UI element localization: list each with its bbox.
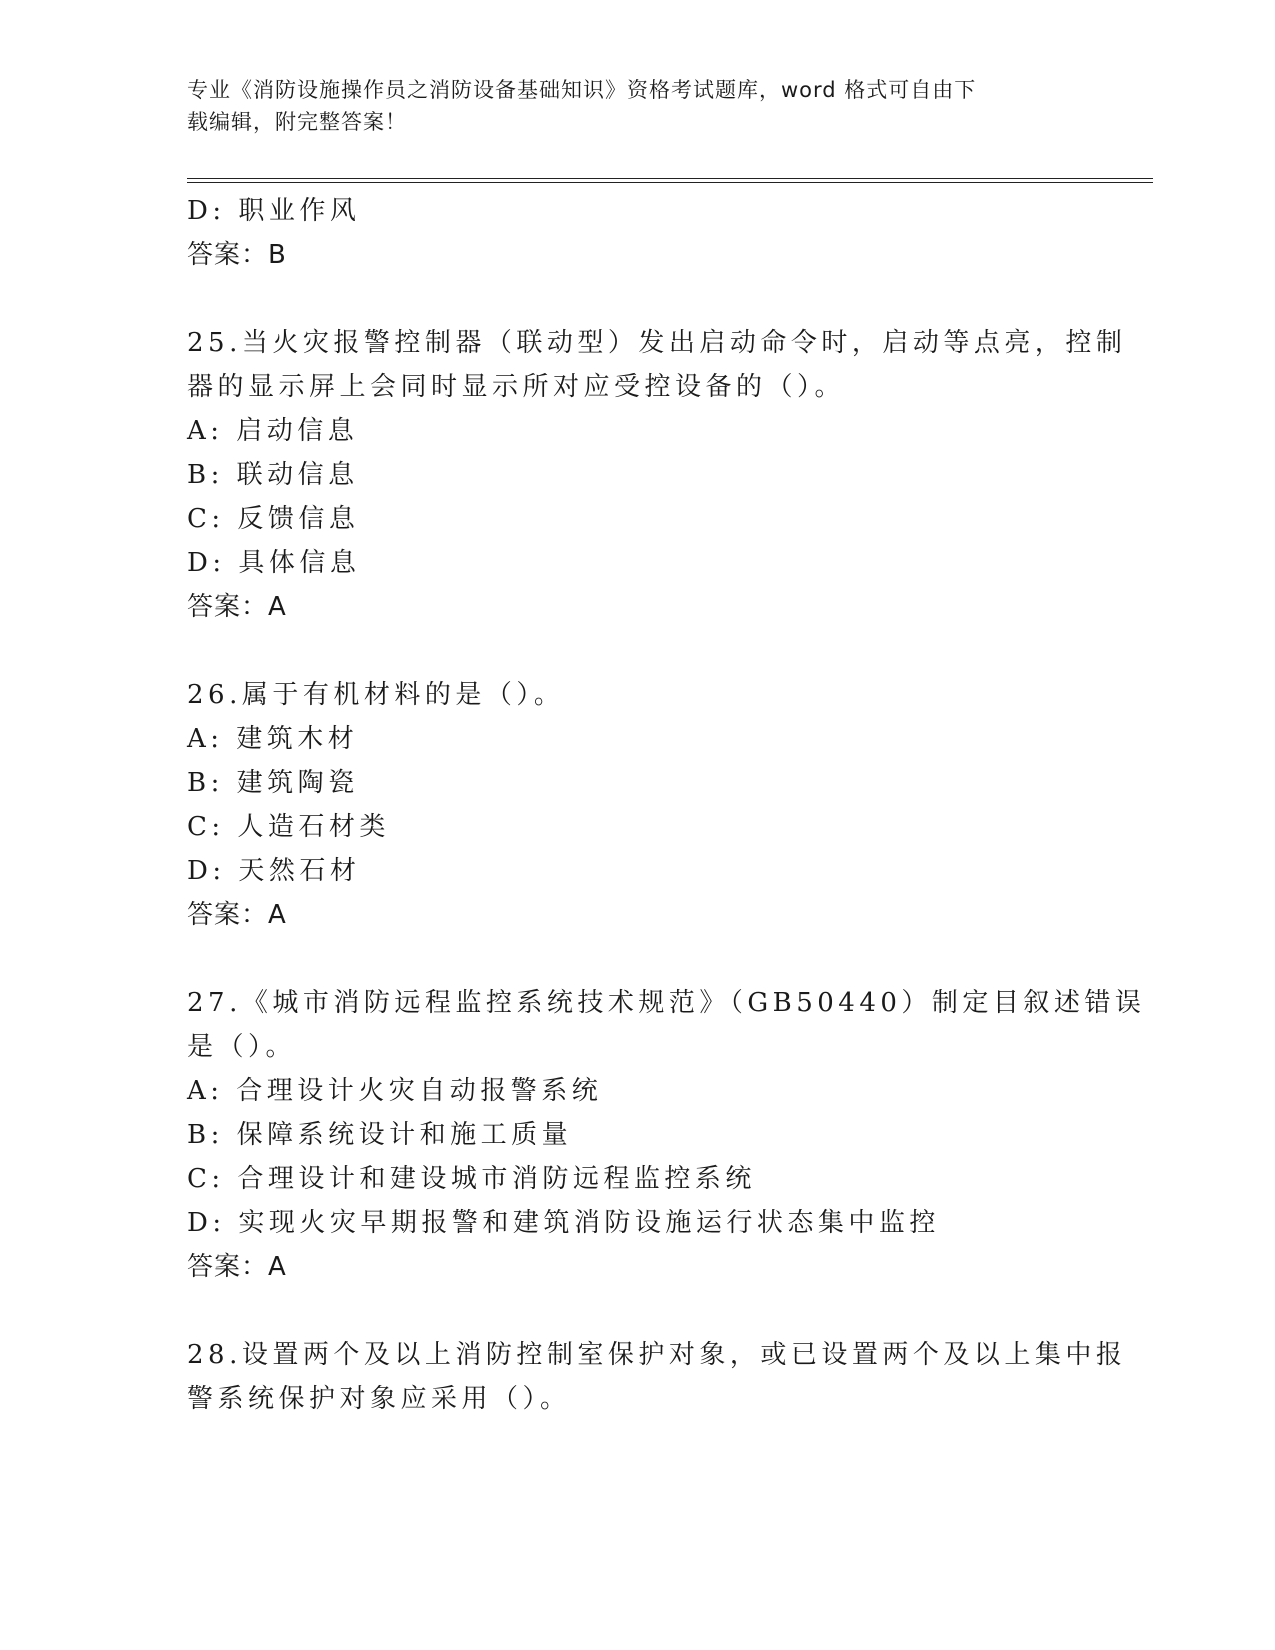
document-header xyxy=(187,74,1087,138)
q25-option-b: B: 联动信息 xyxy=(187,460,359,490)
header-divider-top xyxy=(187,178,1153,179)
q26-option-c: C: 人造石材类 xyxy=(187,812,390,842)
q27-option-c: C: 合理设计和建设城市消防远程监控系统 xyxy=(187,1164,756,1194)
q25-stem-line-2: 器的显示屏上会同时显示所对应受控设备的（）。 xyxy=(187,372,846,402)
header-line-2: 载编辑，附完整答案！ xyxy=(187,110,407,134)
q25-answer: 答案：A xyxy=(187,592,287,622)
q25-option-c: C: 反馈信息 xyxy=(187,504,360,534)
q25-option-d: D: 具体信息 xyxy=(187,548,361,578)
header-divider-bottom xyxy=(187,182,1153,183)
q26-option-d: D: 天然石材 xyxy=(187,856,361,886)
q27-option-d: D: 实现火灾早期报警和建筑消防设施运行状态集中监控 xyxy=(187,1208,940,1238)
q25-stem-line-1: 25.当火灾报警控制器（联动型）发出启动命令时，启动等点亮，控制 xyxy=(187,328,1127,358)
q26-stem-line-1: 26.属于有机材料的是（）。 xyxy=(187,680,565,710)
q27-option-a: A: 合理设计火灾自动报警系统 xyxy=(187,1076,603,1106)
q27-stem-line-2: 是（）。 xyxy=(187,1032,297,1062)
q26-answer: 答案：A xyxy=(187,900,287,930)
q25-option-a: A: 启动信息 xyxy=(187,416,359,446)
q27-answer: 答案：A xyxy=(187,1252,287,1282)
header-line-1: 专业《消防设施操作员之消防设备基础知识》资格考试题库，word 格式可自由下 xyxy=(187,78,977,102)
prev-answer: 答案：B xyxy=(187,240,287,270)
prev-option-d: D: 职业作风 xyxy=(187,196,361,226)
q28-stem-line-1: 28.设置两个及以上消防控制室保护对象，或已设置两个及以上集中报 xyxy=(187,1340,1127,1370)
q27-option-b: B: 保障系统设计和施工质量 xyxy=(187,1120,573,1150)
q27-stem-line-1: 27.《城市消防远程监控系统技术规范》（GB50440）制定目叙述错误 xyxy=(187,988,1146,1018)
q26-option-a: A: 建筑木材 xyxy=(187,724,359,754)
q28-stem-line-2: 警系统保护对象应采用（）。 xyxy=(187,1384,571,1414)
q26-option-b: B: 建筑陶瓷 xyxy=(187,768,359,798)
